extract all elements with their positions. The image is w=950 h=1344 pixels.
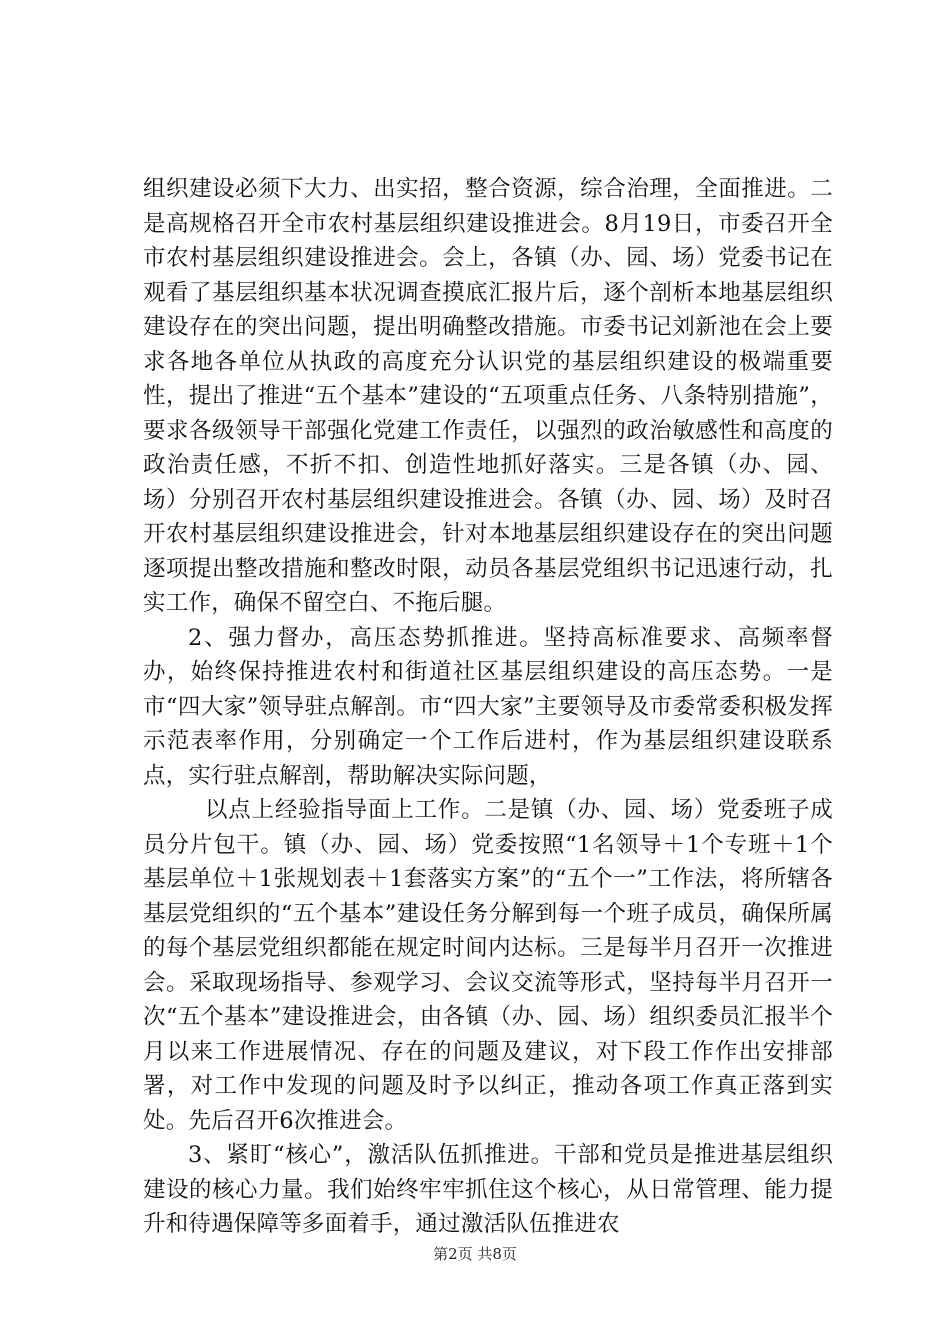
paragraph-section-3: 3、紧盯“核心”，激活队伍抓推进。干部和党员是推进基层组织建设的核心力量。我们始终牢牢抓住这个核心，从日常管理、能力提升和待遇保障等多面着手，通过激活队伍推进农 — [143, 1142, 833, 1237]
paragraph-section-2-continued: 以点上经验指导面上工作。二是镇（办、园、场）党委班子成员分片包干。镇（办、园、场）党委按照“1名领导＋1个专班＋1个基层单位＋1张规划表＋1套落实方案”的“五个一”工作法，将所辖各基层党组织的“五个基本”建设任务分解到每一个班子成员，确保所属的每个基层党组织都能在规定时间内达标。三是每半月召开一次推进会。采取现场指导、参观学习、会议交流等形式，坚持每半月召开一次“五个基本”建设推进会，由各镇（办、园、场）组织委员汇报半个月以来工作进展情况、存在的问题及建议，对下段工作作出安排部署，对工作中发现的问题及时予以纠正，推动各项工作真正落到实处。先后召开6次推进会。 — [143, 797, 833, 1134]
paragraph-continuation: 组织建设必须下大力、出实招，整合资源，综合治理，全面推进。二是高规格召开全市农村基层组织建设推进会。8月19日，市委召开全市农村基层组织建设推进会。会上，各镇（办、园、场）党委书记在观看了基层组织基本状况调查摸底汇报片后，逐个剖析本地基层组织建设存在的突出问题，提出明确整改措施。市委书记刘新池在会上要求各地各单位从执政的高度充分认识党的基层组织建设的极端重要性，提出了推进“五个基本”建设的“五项重点任务、八条特别措施”，要求各级领导干部强化党建工作责任，以强烈的政治敏感性和高度的政治责任感，不折不扣、创造性地抓好落实。三是各镇（办、园、场）分别召开农村基层组织建设推进会。各镇（办、园、场）及时召开农村基层组织建设推进会，针对本地基层组织建设存在的突出问题逐项提出整改措施和整改时限，动员各基层党组织书记迅速行动，扎实工作，确保不留空白、不拖后腿。 — [143, 176, 833, 616]
page-footer: 第2页 共8页 — [433, 1245, 517, 1263]
paragraph-section-2: 2、强力督办，高压态势抓推进。坚持高标准要求、高频率督办，始终保持推进农村和街道社区基层组织建设的高压态势。一是市“四大家”领导驻点解剖。市“四大家”主要领导及市委常委积极发挥示范表率作用，分别确定一个工作后进村，作为基层组织建设联系点，实行驻点解剖，帮助解决实际问题， — [143, 624, 833, 789]
document-body — [143, 172, 833, 1242]
